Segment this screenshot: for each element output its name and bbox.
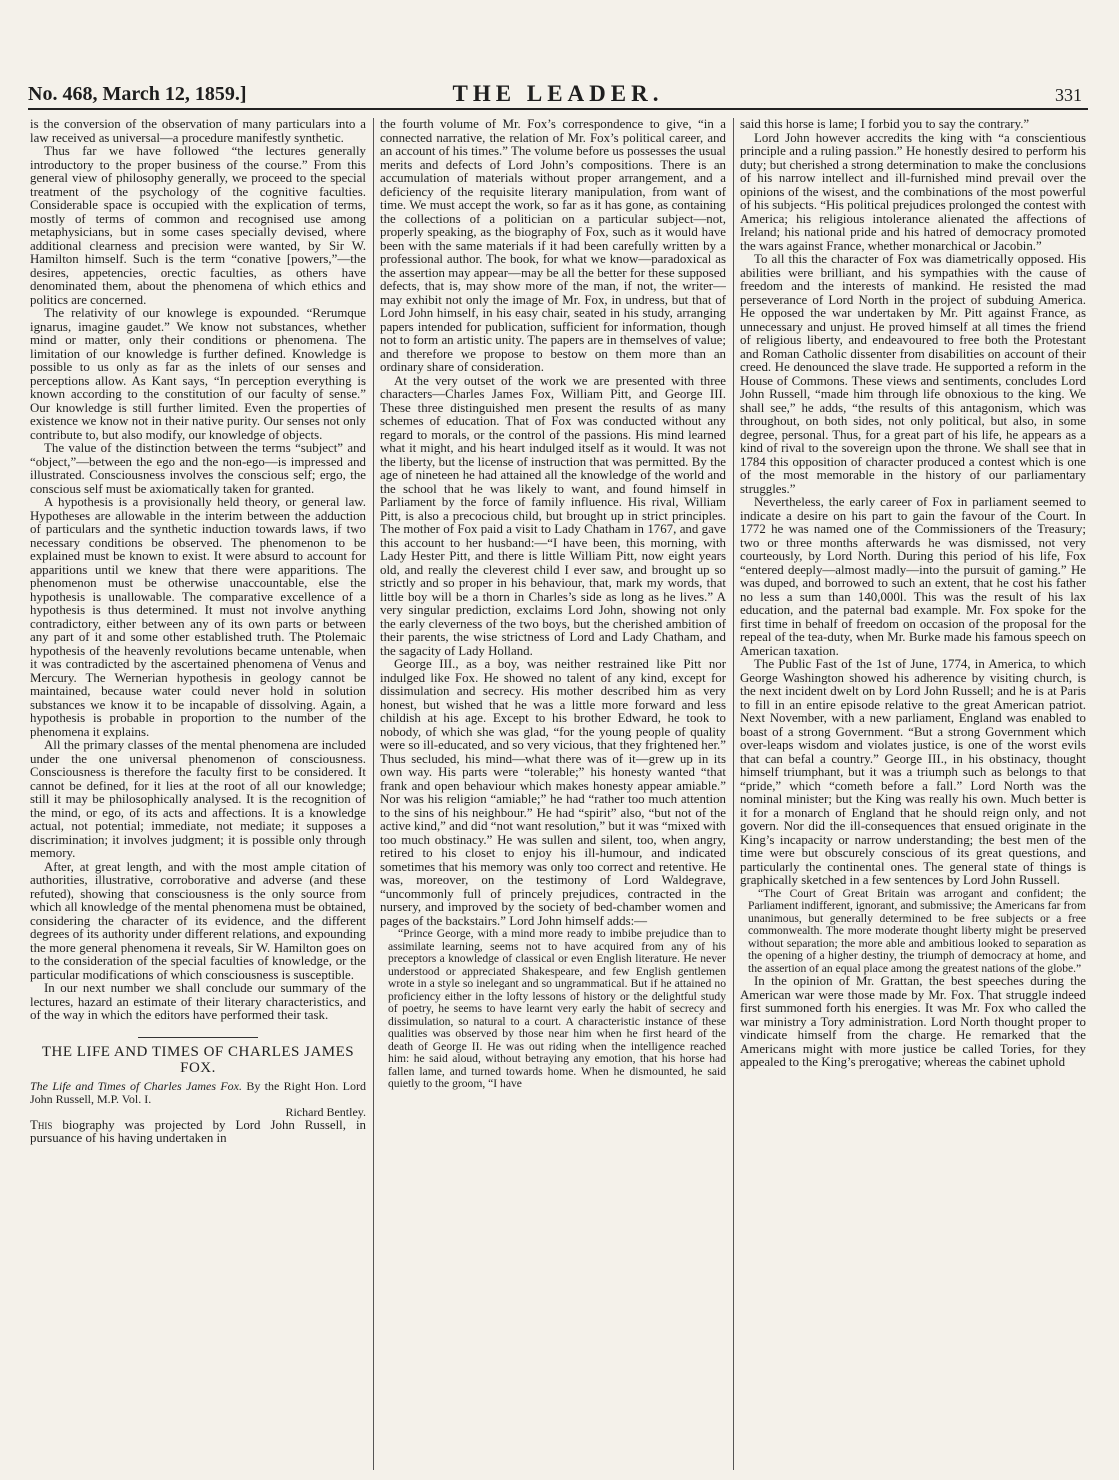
column-3 <box>740 118 1086 1470</box>
section-heading: THE LIFE AND TIMES OF CHARLES JAMES FOX. <box>41 1043 355 1076</box>
book-publisher: Richard Bentley. <box>285 1104 366 1119</box>
paragraph: A hypothesis is a provisionally held theory, or general law. Hypotheses are allowable in the interim between the adduction of particulars and the synthetic induction towards laws, if two necessary conditions be observed. The phenomenon to be explained must be known to exist. It were absurd to account for apparitions until we knew that there were apparitions. The phenomenon must be otherwise unaccountable, else the hypothesis is unallowable. The comparative excellence of a hypothesis is thus determined. It must not involve anything contradictory, either between any of its own parts or between any part of it and some other established truth. The Ptolemaic hypothesis of the heavenly revolutions became untenable, when it was contradicted by the ascertained phenomena of Venus and Mercury. The Wernerian hypothesis in geology cannot be maintained, because water could never hold in solution substances we know it to be incapable of dissolving. Again, a hypothesis is probable in proportion to the number of the phenomena it explains. <box>30 495 366 739</box>
paragraph: In our next number we shall conclude our summary of the lectures, hazard an estimate of their literary characteristics, and of the way in which the editors have performed their task. <box>30 981 366 1022</box>
paragraph <box>30 1119 366 1146</box>
paragraph: The value of the distinction between the terms “subject” and “object,”—between the ego and the non-ego—is impressed and illustrated. Consciousness involves the conscious self; ergo, the conscious self must be axiomatically taken for granted. <box>30 441 366 496</box>
paragraph: Nevertheless, the early career of Fox in parliament seemed to indicate a desire on his part to gain the favour of the Court. In 1772 he was named one of the Commissioners of the Treasury; two or three months afterwards he was dismissed, not very courteously, by Lord North. During this period of his life, Fox “entered deeply—almost madly—into the pursuit of gaming.” He was duped, and borrowed to such an extent, that he cost his father no less a sum than 140,000l. This was the result of his lax education, and the paternal bad example. Mr. Fox spoke for the first time in behalf of freedom on occasion of the proposal for the repeal of the tea-duty, when Mr. Burke made his famous speech on American taxation. <box>740 495 1086 658</box>
column-divider <box>373 118 374 1470</box>
paragraph: the fourth volume of Mr. Fox’s correspondence to give, “in a connected narrative, the relation of Mr. Fox’s political career, and an account of his times.” The volume before us possesses the usual merits and defects of Lord John’s compositions. There is an accumulation of materials without proper arrangement, and a deficiency of the requisite literary manipulation, from want of time. We must accept the work, so far as it has gone, as containing the collections of a politician on a particular subject—not, properly speaking, as the biography of Fox, such as it would have been with the same materials if it had been carefully written by a professional author. The book, for what we know—paradoxical as the assertion may appear—may be all the better for these supposed defects, that is, may show more of the man, if not, the writer—may exhibit not only the image of Mr. Fox, in undress, but that of Lord John himself, in his easy chair, seated in his study, arranging papers intended for publication, sufficient for information, though not to form an artistic unity. The papers are in themselves of value; and therefore we propose to bestow on them more than an ordinary share of consideration. <box>380 118 726 374</box>
block-quote: “The Court of Great Britain was arrogant and confident; the Parliament indifferent, ignorant, and submissive; the Americans far from unanimous, but generally determined to be free subjects or a free commonwealth. The more moderate thought liberty might be preserved without separation; the more able and ambitious looked to separation as the opening of a higher destiny, the triumph of democracy at home, and the assertion of an equal place among the greatest nations of the globe.” <box>748 886 1086 975</box>
paragraph: said this horse is lame; I forbid you to say the contrary.” <box>740 118 1030 131</box>
book-citation <box>30 1080 366 1106</box>
paragraph: Lord John however accredits the king with “a conscientious principle and a ruling passion.” He honestly desired to perform his duty; but cherished a strong determination to make the conclusions of his narrow intellect and ill-furnished mind prevail over the opinions of the wisest, and the combinations of the most powerful of his subjects. “His political prejudices prolonged the contest with America; his religious intolerance alienated the affections of Ireland; his national pride and his hatred of democracy promoted the wars against France, whether monarchical or Jacobin.” <box>740 130 1086 253</box>
column-2 <box>380 118 726 1470</box>
newspaper-title: THE LEADER. <box>452 81 664 106</box>
paragraph: is the conversion of the observation of many particulars into a law received as universal—a procedure manifestly synthetic. <box>30 118 366 145</box>
paragraph: The relativity of our knowlege is expounded. “Rerumque ignarus, imagine gaudet.” We know not substances, whether mind or matter, only their conditions or phenomena. The limitation of our knowledge is further defined. Knowledge is possible to us only as far as the inlets of our senses and perceptions allow. As Kant says, “In perception everything is known according to the constitution of our faculty of sense.” Our knowledge is still further limited. Even the properties of existence we know not in their native purity. Our senses not only contribute to, but also modify, our knowledge of objects. <box>30 306 366 442</box>
drop-word: This <box>30 1117 53 1132</box>
paragraph: Thus far we have followed “the lectures generally introductory to the proper business of the course.” From this general view of philosophy generally, we proceed to the special treatment of the psychology of the cognitive faculties. Considerable space is occupied with the explication of terms, mostly of terms of common and recognised use among metaphysicians, but in some cases specially devised, where additional clearness and precision were wanted, by Sir W. Hamilton himself. Such is the term “conative [powers,”—the desires, appetencies, orectic faculties, as others have denominated them, about the phenomena of which ethics and politics are concerned. <box>30 144 366 307</box>
masthead <box>28 82 1088 110</box>
paragraph-text: biography was projected by Lord John Russell, in pursuance of his having undertaken in <box>30 1117 366 1145</box>
book-title: The Life and Times of Charles James Fox. <box>30 1078 242 1093</box>
issue-line: No. 468, March 12, 1859.] <box>28 83 247 105</box>
paragraph: At the very outset of the work we are presented with three characters—Charles James Fox, William Pitt, and George III. These three distinguished men present the results of as many schemes of education. That of Fox was conducted without any regard to morals, or the control of the passions. His mind learned what it might, and his heart indulged itself as it would. It was not the liberty, but the license of instruction that was permitted. By the age of nineteen he had attained all the knowledge of the world and the school that he was likely to want, and found himself in Parliament by the force of family influence. His rival, William Pitt, is also a precocious child, but brought up in strict principles. The mother of Fox paid a visit to Lady Chatham in 1767, and gave this account to her husband:—“I have been, this morning, with Lady Hester Pitt, and there is little William Pitt, now eight years old, and really the cleverest child I ever saw, and brought up so strictly and so proper in his behaviour, that, mark my words, that little boy will be a thorn in Charles’s side as long as he lives.” A very singular prediction, exclaims Lord John, showing not only the early cleverness of the two boys, but the cherished ambition of their parents, the wise strictness of Lord and Lady Chatham, and the sagacity of Lady Holland. <box>380 373 726 658</box>
section-rule <box>138 1037 258 1038</box>
paragraph: George III., as a boy, was neither restrained like Pitt nor indulged like Fox. He showed no talent of any kind, except for dissimulation and secrecy. His mother described him as very honest, but wished that he was a little more forward and less childish at his age. Except to his brother Edward, he took to nobody, of which she was glad, “for the young people of quality were so ill-educated, and so very vicious, that they frightened her.” Thus secluded, his mind—what there was of it—grew up in its own way. His parts were “tolerable;” his honesty wanted “that frank and open behaviour which makes honesty appear amiable.” Nor was his religion “amiable;” he had “rather too much attention to the sins of his neighbour.” He had “spirit” also, “but not of the active kind,” and did “not want resolution,” but it was “mixed with too much obstinacy.” He was sullen and silent, too, when angry, retired to his closet to enjoy his ill-humour, and indicated sometimes that his memory was only too correct and retentive. He was, moreover, on the testimony of Lord Waldegrave, “uncommonly full of princely prejudices, contracted in the nursery, and improved by the society of bed-chamber women and pages of the backstairs.” Lord John himself adds:— <box>380 657 726 928</box>
paragraph: All the primary classes of the mental phenomena are included under the one universal phenomenon of consciousness. Consciousness is therefore the faculty first to be considered. It cannot be defined, for it lies at the root of all our knowledge; still it may be philosophically analysed. It is the recognition of the mind, or ego, of its acts and affections. It is a knowledge actual, not potential; immediate, not mediate; it supposes a discrimination; it involves judgment; it is possible only through memory. <box>30 738 366 860</box>
paragraph: After, at great length, and with the most ample citation of authorities, illustrative, corroborative and adverse (and these refuted), showing that consciousness is the only source from which all knowledge of the mental phenomena must be obtained, considering the character of its evidence, and the different degrees of its authority under different relations, and expounding the more general phenomena it reveals, Sir W. Hamilton goes on to the consideration of the special faculties of knowledge, or the particular modifications of which consciousness is susceptible. <box>30 859 366 982</box>
block-quote: “Prince George, with a mind more ready to imbibe prejudice than to assimilate learning, seems not to have acquired from any of his preceptors a knowledge of classical or even English literature. He never understood or appreciated Shakespeare, and few English gentlemen wrote in a style so inelegant and so ungrammatical. But if he attained no proficiency either in the lofty lessons of history or the delightful study of poetry, he seems to have learnt very early the habit of secrecy and dissimulation, so natural to a court. A characteristic instance of these qualities was observed by those near him when he first heard of the death of George II. He was out riding when the intelligence reached him: he said aloud, without betraying any emotion, that his horse had fallen lame, and turned towards home. When he dismounted, he said quietly to the groom, “I have <box>388 927 726 1090</box>
book-author: By the Right Hon. Lord John Russell, M.P. Vol. I. <box>30 1078 366 1106</box>
paragraph: In the opinion of Mr. Grattan, the best speeches during the American war were those made by Mr. Fox. That struggle indeed first summoned forth his energies. It was Mr. Fox who called the war ministry a Tory administration. Lord North thought proper to vindicate himself from the charge. He remarked that the Americans might with more justice be called Tories, for they appealed to the King’s prerogative; whereas the cabinet uphold <box>740 974 1086 1069</box>
paragraph: To all this the character of Fox was diametrically opposed. His abilities were brilliant, and his sympathies with the cause of freedom and the interests of mankind. He resisted the mad perseverance of Lord North in the project of subduing America. He opposed the war undertaken by Mr. Pitt against France, as unnecessary and unjust. He proved himself at all times the friend of religious liberty, and endeavoured to free both the Protestant and Roman Catholic dissenter from disabilities on account of their creed. He denounced the slave trade. He supported a reform in the House of Commons. These views and sentiments, concludes Lord John Russell, “made him through life obnoxious to the king. We shall see,” he adds, “the results of this antagonism, which was throughout, on both sides, not only political, but also, in some degree, personal. Thus, for a great part of his life, he appears as a kind of rival to the sovereign upon the throne. We shall see that in 1784 this opposition of character produced a contest which is one of the most memorable in the history of our parliamentary struggles.” <box>740 252 1086 496</box>
column-divider <box>733 118 734 1470</box>
column-1 <box>30 118 366 1470</box>
paragraph: The Public Fast of the 1st of June, 1774, in America, to which George Washington showed his adherence by visiting church, is the next incident dwelt on by Lord John Russell; and he is at Paris to fill in an entire episode relative to the great American patriot. Next November, with a new parliament, England was enabled to boast of a strong Government. “But a strong Government which over-leaps wisdom and violates justice, is one of the worst evils that can befal a country.” George III., in his obstinacy, thought himself triumphant, but it was a triumph such as belongs to that “pride,” which “cometh before a fall.” Lord North was the nominal minister; but the King was really his own. Much better is it for a monarch of England that he should reign only, and not govern. Nor did the ill-consequences that ensued originate in the King’s incapacity or narrow understanding; the best men of the time were but obscurely conscious of its great questions, and particularly the continental ones. The general state of things is graphically sketched in a few sentences by Lord John Russell. <box>740 657 1086 887</box>
page-number: 331 <box>1055 85 1082 105</box>
